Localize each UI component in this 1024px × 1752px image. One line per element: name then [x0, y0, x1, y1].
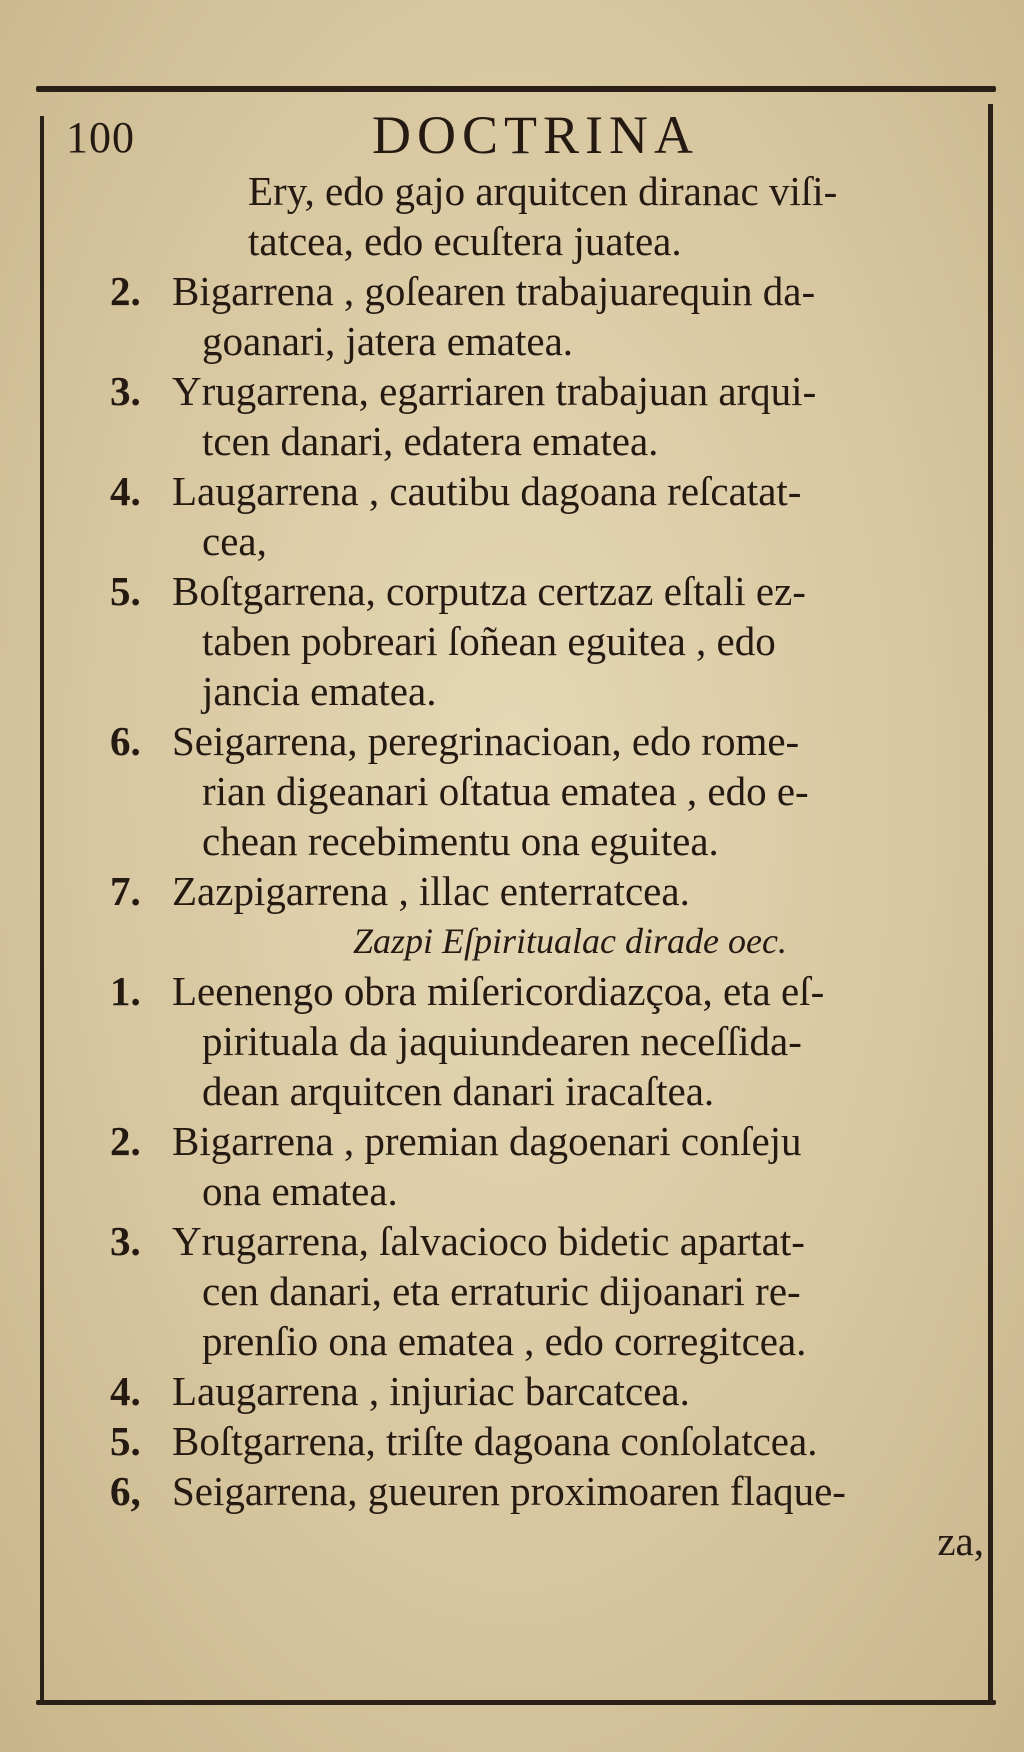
text-line: Bigarrena , premian dagoenari conſeju: [172, 1118, 802, 1164]
catchword: za,: [937, 1518, 984, 1564]
text-line: Yrugarrena, ſalvacioco bidetic apartat-: [172, 1218, 805, 1264]
text-line: Boſtgarrena, corputza certzaz eſtali ez-: [172, 568, 806, 614]
text-line: jancia ematea.: [202, 668, 437, 714]
list-item: [110, 466, 990, 566]
item-number: 1.: [110, 968, 141, 1014]
text-line: chean recebimentu ona eguitea.: [202, 818, 719, 864]
list-item: [110, 1366, 990, 1416]
list-item: [110, 1216, 990, 1366]
item-number: 3.: [110, 1218, 141, 1264]
page-body: [110, 166, 990, 1566]
list-item: [110, 566, 990, 716]
text-line: Seigarrena, gueuren proximoaren flaque-: [172, 1468, 846, 1514]
text-line: Yrugarrena, egarriaren trabajuan arqui-: [172, 368, 817, 414]
text-line: Laugarrena , cautibu dagoana reſcatat-: [172, 468, 802, 514]
list-item: [110, 366, 990, 466]
text-line: pirituala da jaquiundearen neceſſida-: [202, 1018, 802, 1064]
text-line: cea,: [202, 518, 267, 564]
item-number: 5.: [110, 568, 141, 614]
list-item: [110, 716, 990, 866]
page-number: 100: [66, 113, 135, 162]
text-line: ona ematea.: [202, 1168, 398, 1214]
item-number: 7.: [110, 868, 141, 914]
item-number: 6,: [110, 1468, 141, 1514]
text-line: cen danari, eta erraturic dijoanari re-: [202, 1268, 801, 1314]
text-line: taben pobreari ſoñean eguitea , edo: [202, 618, 776, 664]
list-item: [110, 966, 990, 1116]
text-line: tcen danari, edatera ematea.: [202, 418, 659, 464]
list-item: [110, 266, 990, 366]
item-number: 6.: [110, 718, 141, 764]
text-line: Ery, edo gajo arquitcen diranac viſi-: [248, 168, 838, 214]
item-number: 4.: [110, 1368, 141, 1414]
text-line: dean arquitcen danari iracaſtea.: [202, 1068, 715, 1114]
list-item: [110, 1466, 990, 1516]
running-head: DOCTRINA: [372, 105, 699, 165]
bottom-rule: [36, 1700, 996, 1705]
text-line: tatcea, edo ecuſtera juatea.: [248, 218, 682, 264]
text-line: Boſtgarrena, triſte dagoana conſolatcea.: [172, 1418, 818, 1464]
text-line: Bigarrena , goſearen trabajuarequin da-: [172, 268, 816, 314]
item-number: 4.: [110, 468, 141, 514]
list-item: [110, 866, 990, 916]
list-item: [110, 1416, 990, 1466]
intro-paragraph: [110, 166, 990, 266]
left-frame-rule: [40, 116, 44, 1702]
item-number: 3.: [110, 368, 141, 414]
text-line: Seigarrena, peregrinacioan, edo rome-: [172, 718, 800, 764]
text-line: rian digeanari oſtatua ematea , edo e-: [202, 768, 809, 814]
item-number: 2.: [110, 1118, 141, 1164]
item-number: 5.: [110, 1418, 141, 1464]
section-heading: Zazpi Eſpiritualac dirade oec.: [353, 921, 787, 961]
top-rule: [36, 86, 996, 92]
item-number: 2.: [110, 268, 141, 314]
text-line: goanari, jatera ematea.: [202, 318, 574, 364]
text-line: prenſio ona ematea , edo corregitcea.: [202, 1318, 807, 1364]
text-line: Zazpigarrena , illac enterratcea.: [172, 868, 690, 914]
list-item: [110, 1116, 990, 1216]
text-line: Leenengo obra miſericordiazçoa, eta eſ-: [172, 968, 825, 1014]
text-line: Laugarrena , injuriac barcatcea.: [172, 1368, 690, 1414]
